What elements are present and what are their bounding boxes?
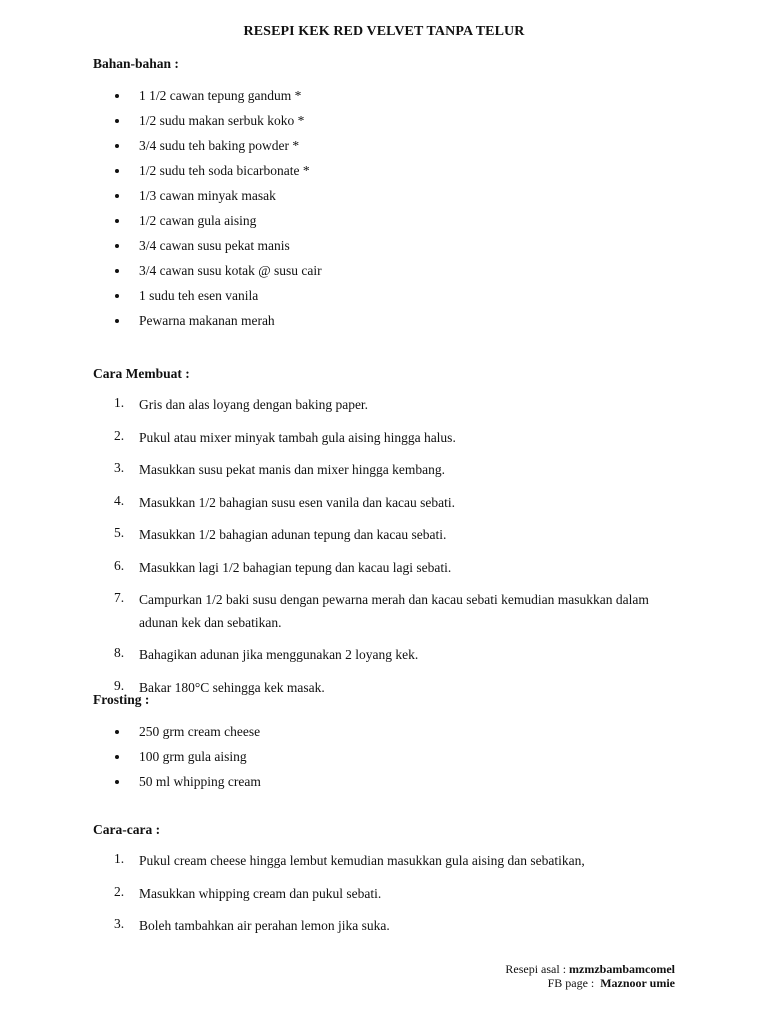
item-text: Pukul cream cheese hingga lembut kemudian masukkan gula aising dan sebatikan,	[139, 853, 585, 868]
item-number: 3.	[114, 916, 125, 931]
item-number: 2.	[114, 427, 125, 443]
heading-bahan-bahan: Bahan-bahan :	[93, 56, 179, 71]
ingredients-list	[0, 87, 322, 337]
list-item	[0, 312, 322, 337]
item-text: 3/4 sudu teh baking powder *	[139, 138, 300, 153]
item-text: 3/4 cawan susu kotak @ susu cair	[139, 263, 322, 278]
list-item	[0, 748, 261, 773]
fb-value: Maznoor umie	[600, 976, 675, 990]
item-text: 1 sudu teh esen vanila	[139, 288, 259, 303]
source-label: Resepi asal :	[505, 962, 567, 976]
list-item	[0, 237, 322, 262]
list-item	[0, 850, 659, 873]
method-list	[0, 397, 659, 712]
list-item	[0, 723, 261, 748]
item-text: Bahagikan adunan jika menggunakan 2 loyang kek.	[139, 647, 419, 662]
bullet-icon	[115, 755, 119, 759]
frosting-method-list	[0, 853, 659, 951]
heading-cara-membuat: Cara Membuat :	[93, 366, 190, 381]
page-title: RESEPI KEK RED VELVET TANPA TELUR	[243, 24, 525, 39]
bullet-icon	[115, 169, 119, 173]
item-number: 1.	[114, 395, 125, 410]
item-text: Gris dan alas loyang dengan baking paper.	[139, 397, 369, 412]
bullet-icon	[115, 780, 119, 784]
fb-label: FB page :	[547, 976, 595, 990]
item-text: Pewarna makanan merah	[139, 313, 275, 328]
list-item	[0, 212, 322, 237]
bullet-icon	[115, 244, 119, 248]
bullet-icon	[115, 294, 119, 298]
item-number: 4.	[114, 492, 125, 508]
list-item	[0, 262, 322, 287]
item-text: Masukkan 1/2 bahagian susu esen vanila dan kacau sebati.	[139, 494, 456, 510]
bullet-icon	[115, 194, 119, 198]
item-text: Masukkan lagi 1/2 bahagian tepung dan kacau lagi sebati.	[139, 559, 452, 575]
list-item	[0, 87, 322, 112]
list-item	[0, 287, 322, 312]
item-number: 6.	[114, 557, 125, 573]
item-text: 1/2 cawan gula aising	[139, 213, 257, 228]
list-item	[0, 187, 322, 212]
item-text: 3/4 cawan susu pekat manis	[139, 238, 290, 253]
item-text: Campurkan 1/2 baki susu dengan pewarna merah dan kacau sebati kemudian masukkan dalam adunan kek dan sebatikan.	[139, 592, 649, 630]
list-item	[0, 644, 659, 667]
fb-line	[505, 976, 675, 990]
footer-credits	[505, 962, 675, 990]
source-value: mzmzbambamcomel	[569, 962, 675, 976]
heading-frosting: Frosting :	[93, 692, 150, 707]
item-text: 100 grm gula aising	[139, 749, 247, 764]
list-item	[0, 137, 322, 162]
bullet-icon	[115, 269, 119, 273]
bullet-icon	[115, 319, 119, 323]
list-item	[0, 459, 659, 482]
item-text: 1/2 sudu teh soda bicarbonate *	[139, 163, 310, 178]
bullet-icon	[115, 144, 119, 148]
item-text: Pukul atau mixer minyak tambah gula aising hingga halus.	[139, 429, 456, 445]
bullet-icon	[115, 94, 119, 98]
item-text: Masukkan 1/2 bahagian adunan tepung dan kacau sebati.	[139, 527, 447, 542]
list-item	[0, 162, 322, 187]
item-text: 1 1/2 cawan tepung gandum *	[139, 88, 302, 103]
item-number: 7.	[114, 590, 125, 605]
bullet-icon	[115, 219, 119, 223]
source-line	[505, 962, 675, 976]
item-text: 1/3 cawan minyak masak	[139, 188, 276, 203]
list-item	[0, 589, 659, 634]
item-number: 3.	[114, 460, 125, 475]
bullet-icon	[115, 119, 119, 123]
list-item	[0, 557, 659, 580]
item-text: 250 grm cream cheese	[139, 724, 261, 739]
item-text: Boleh tambahkan air perahan lemon jika suka.	[139, 918, 390, 933]
list-item	[0, 915, 659, 938]
item-text: Masukkan susu pekat manis dan mixer hingga kembang.	[139, 462, 445, 477]
list-item	[0, 427, 659, 450]
item-text: Bakar 180°C sehingga kek masak.	[139, 679, 325, 695]
list-item	[0, 883, 659, 906]
frosting-list	[0, 723, 261, 798]
item-text: 1/2 sudu makan serbuk koko *	[139, 113, 305, 128]
bullet-icon	[115, 730, 119, 734]
list-item	[0, 524, 659, 547]
item-number: 9.	[114, 677, 125, 693]
item-number: 8.	[114, 645, 125, 660]
list-item	[0, 492, 659, 515]
heading-cara-cara: Cara-cara :	[93, 822, 161, 837]
item-number: 2.	[114, 883, 125, 899]
list-item	[0, 112, 322, 137]
item-number: 5.	[114, 525, 125, 540]
item-text: 50 ml whipping cream	[139, 774, 261, 789]
item-number: 1.	[114, 851, 125, 866]
list-item	[0, 773, 261, 798]
item-text: Masukkan whipping cream dan pukul sebati.	[139, 885, 382, 901]
list-item	[0, 394, 659, 417]
